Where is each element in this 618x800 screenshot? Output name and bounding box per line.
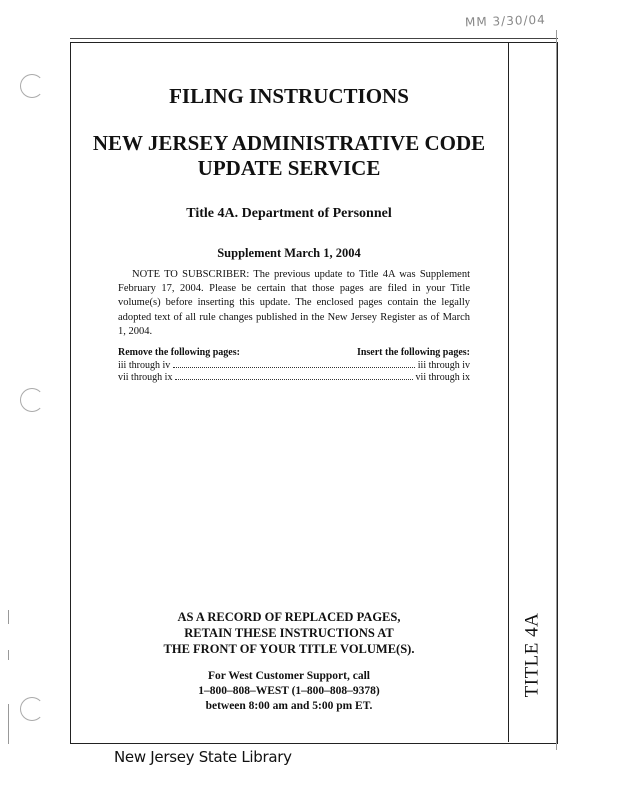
remove-pages: vii through ix [118,372,173,383]
dot-leader [173,367,415,368]
record-line2: RETAIN THESE INSTRUCTIONS AT [184,626,394,640]
note-text: The previous update to Title 4A was Supplement February 17, 2004. Please be certain that those pages are filed in your Title volume(s) before inserting this update. The enclosed pages contain the legally adopted text of all rule changes published in the New Jersey Register as of March 1, 2004. [118,269,470,337]
title-tab [510,600,554,710]
punch-hole [20,388,44,412]
insert-header: Insert the following pages: [356,347,470,358]
pages-table-row [118,372,470,384]
side-divider [508,42,509,742]
pages-table-header [118,347,470,358]
support-line1: For West Customer Support, call [208,670,370,682]
insert-pages: iii through iv [417,360,470,371]
code-title [70,131,508,181]
record-line1: AS A RECORD OF REPLACED PAGES, [177,610,401,624]
note-to-subscriber [118,268,470,339]
handwritten-note: MM 3/30/04 [464,12,547,30]
record-notice [70,609,508,657]
pages-table-row [118,360,470,372]
supplement-date: Supplement March 1, 2004 [217,246,361,260]
punch-hole [20,74,44,98]
insert-pages: vii through ix [415,372,470,383]
support-phone: 1–800–808–WEST (1–800–808–9378) [198,685,380,697]
margin-mark [8,650,9,660]
margin-mark [8,610,9,624]
code-title-line1: NEW JERSEY ADMINISTRATIVE CODE [92,131,486,155]
support-hours: between 8:00 am and 5:00 pm ET. [205,700,373,712]
title-tab-label: TITLE 4A [521,612,543,698]
filing-instructions-heading: FILING INSTRUCTIONS [169,84,409,108]
remove-header: Remove the following pages: [118,347,240,358]
page-edge [556,30,557,750]
pages-table [118,347,470,384]
remove-pages: iii through iv [118,360,171,371]
record-line3: THE FRONT OF YOUR TITLE VOLUME(S). [163,642,415,656]
library-stamp: New Jersey State Library [114,748,292,766]
dot-leader [175,379,412,380]
customer-support [70,669,508,714]
margin-mark [8,704,9,744]
code-title-line2: UPDATE SERVICE [197,156,381,180]
punch-hole [20,697,44,721]
note-label: NOTE TO SUBSCRIBER: [132,269,250,280]
top-rule [70,38,558,39]
title-line: Title 4A. Department of Personnel [186,206,392,221]
